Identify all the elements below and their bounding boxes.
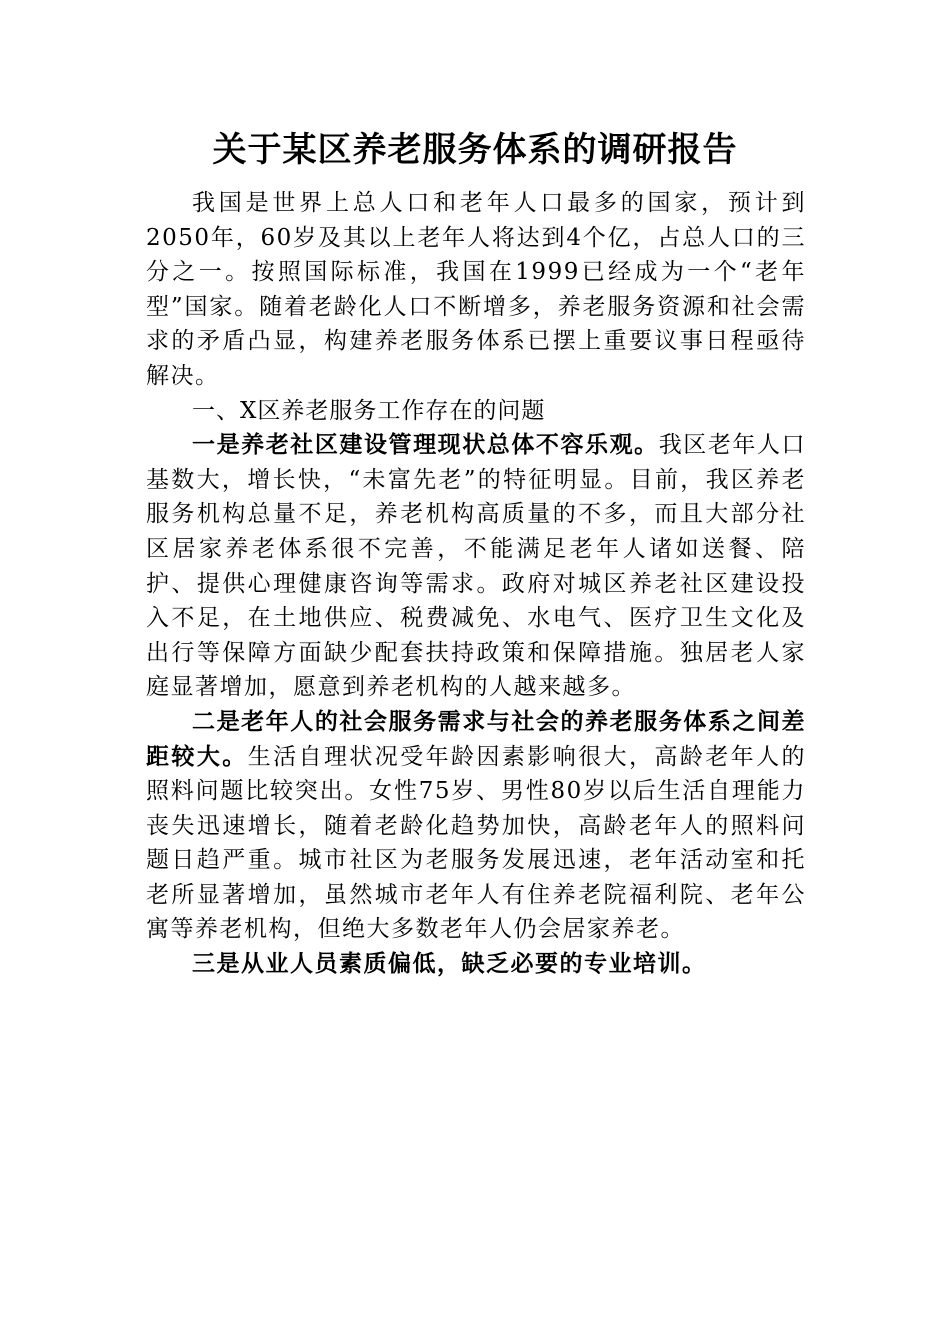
point-1-paragraph xyxy=(146,428,806,705)
intro-paragraph: 我国是世界上总人口和老年人口最多的国家，预计到2050年，60岁及其以上老年人将达到4个亿，占总人口的三分之一。按照国际标准，我国在1999已经成为一个“老年型”国家。随着老龄化人口不断增多，养老服务资源和社会需求的矛盾凸显，构建养老服务体系已摆上重要议事日程亟待解决。 xyxy=(146,190,806,389)
point-3-lead: 三是从业人员素质偏低，缺乏必要的专业培训。 xyxy=(192,950,707,978)
point-2-lead: 二是老年人的社会服务需求与社会的养老服务体系之间差距较大。 xyxy=(146,707,806,770)
section-heading: 一、X区养老服务工作存在的问题 xyxy=(192,397,546,424)
document-title: 关于某区养老服务体系的调研报告 xyxy=(212,130,738,170)
point-2-text: 生活自理状况受年龄因素影响很大，高龄老年人的照料问题比较突出。女性75岁、男性80岁以后生活自理能力丧失迅速增长，随着老龄化趋势加快，高龄老年人的照料问题日趋严重。城市社区为老服务发展迅速，老年活动室和托老所显著增加，虽然城市老年人有住养老院福利院、老年公寓等养老机构，但绝大多数老年人仍会居家养老。 xyxy=(146,743,807,943)
point-3-paragraph xyxy=(146,947,806,982)
document-body xyxy=(146,186,806,982)
point-1-text: 我区老年人口基数大，增长快，“未富先老”的特征明显。目前，我区养老服务机构总量不足，养老机构高质量的不多，而且大部分社区居家养老体系很不完善，不能满足老年人诸如送餐、陪护、提供心理健康咨询等需求。政府对城区养老社区建设投入不足，在土地供应、税费减免、水电气、医疗卫生文化及出行等保障方面缺少配套扶持政策和保障措施。独居老人家庭显著增加，愿意到养老机构的人越来越多。 xyxy=(146,432,806,701)
point-1-lead: 一是养老社区建设管理现状总体不容乐观。 xyxy=(192,431,659,459)
point-2-paragraph xyxy=(146,705,806,947)
